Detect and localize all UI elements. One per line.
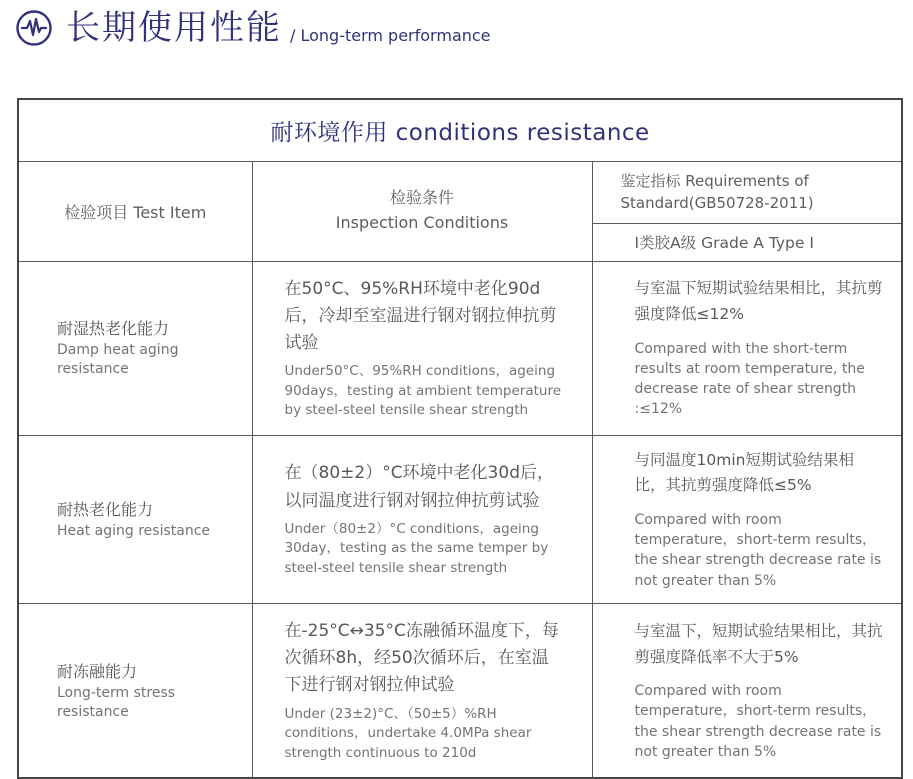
pulse-icon xyxy=(14,8,54,48)
test-item-en: Damp heat aging resistance xyxy=(57,342,179,378)
conditions-zh: 在-25°C↔35°C冻融循环温度下，每次循环8h，经50次循环后，在室温下进行钢对钢拉伸试验 xyxy=(284,621,559,696)
test-item-cell xyxy=(18,261,252,435)
test-item-en: Heat aging resistance xyxy=(57,522,211,539)
requirements-cell xyxy=(592,604,902,779)
col-header-inspection-zh: 检验条件 xyxy=(389,188,454,208)
col-header-grade: Ⅰ类胶A级 Grade A Type Ⅰ xyxy=(592,223,902,261)
table-row-damp-heat-aging xyxy=(18,261,902,435)
requirements-en: Compared with room temperature，short-term results，the shear strength decrease rate is not greater than 5% xyxy=(634,683,882,761)
test-item-cell xyxy=(18,435,252,603)
col-header-test-item: 检验项目 Test Item xyxy=(18,161,252,261)
conditions-en: Under (23±2)°C、（50±5）%RH conditions，undertake 4.0MPa shear strength continuous to 210d xyxy=(284,705,532,761)
conditions-zh: 在50°C、95%RH环境中老化90d后，冷却至室温进行钢对钢拉伸抗剪试验 xyxy=(284,278,557,353)
test-item-zh: 耐湿热老化能力 xyxy=(57,319,170,339)
table-title-row xyxy=(18,99,902,161)
requirements-zh: 与室温下，短期试验结果相比，其抗剪强度降低率不大于5% xyxy=(634,622,883,666)
requirements-zh: 与室温下短期试验结果相比，其抗剪强度降低≤12% xyxy=(634,279,883,324)
table-row-heat-aging xyxy=(18,435,902,603)
conditions-resistance-table xyxy=(17,98,903,779)
table-title: 耐环境作用 conditions resistance xyxy=(18,99,902,161)
inspection-conditions-cell xyxy=(252,261,592,435)
conditions-en: Under（80±2）°C conditions，ageing 30day，testing as the same temper by steel-steel tensile shear strength xyxy=(284,520,549,576)
section-header xyxy=(14,8,491,48)
requirements-zh: 与同温度10min短期试验结果相比，其抗剪强度降低≤5% xyxy=(634,450,854,495)
col-header-requirements: 鉴定指标 Requirements of Standard(GB50728-2011) xyxy=(592,161,902,223)
conditions-zh: 在（80±2）°C环境中老化30d后，以同温度进行钢对钢拉伸抗剪试验 xyxy=(284,463,554,511)
test-item-zh: 耐冻融能力 xyxy=(57,661,138,681)
requirements-cell xyxy=(592,261,902,435)
col-header-inspection-conditions xyxy=(252,161,592,261)
requirements-en: Compared with room temperature，short-term results，the shear strength decrease rate is not greater than 5% xyxy=(634,511,882,589)
requirements-cell xyxy=(592,435,902,603)
inspection-conditions-cell xyxy=(252,435,592,603)
section-title-en: / Long-term performance xyxy=(290,26,491,45)
conditions-en: Under50°C、95%RH conditions，ageing 90days，testing at ambient temperature by steel-steel tensile shear strength xyxy=(284,363,562,419)
table-header-row xyxy=(18,161,902,223)
col-header-inspection-en: Inspection Conditions xyxy=(335,213,509,232)
test-item-cell xyxy=(18,604,252,779)
test-item-en: Long-term stress resistance xyxy=(57,684,176,720)
table-row-freeze-thaw xyxy=(18,604,902,779)
inspection-conditions-cell xyxy=(252,604,592,779)
section-title-zh: 长期使用性能 xyxy=(66,8,282,48)
requirements-en: Compared with the short-term results at room temperature, the decrease rate of shear strength :≤12% xyxy=(634,340,865,418)
test-item-zh: 耐热老化能力 xyxy=(57,499,154,519)
